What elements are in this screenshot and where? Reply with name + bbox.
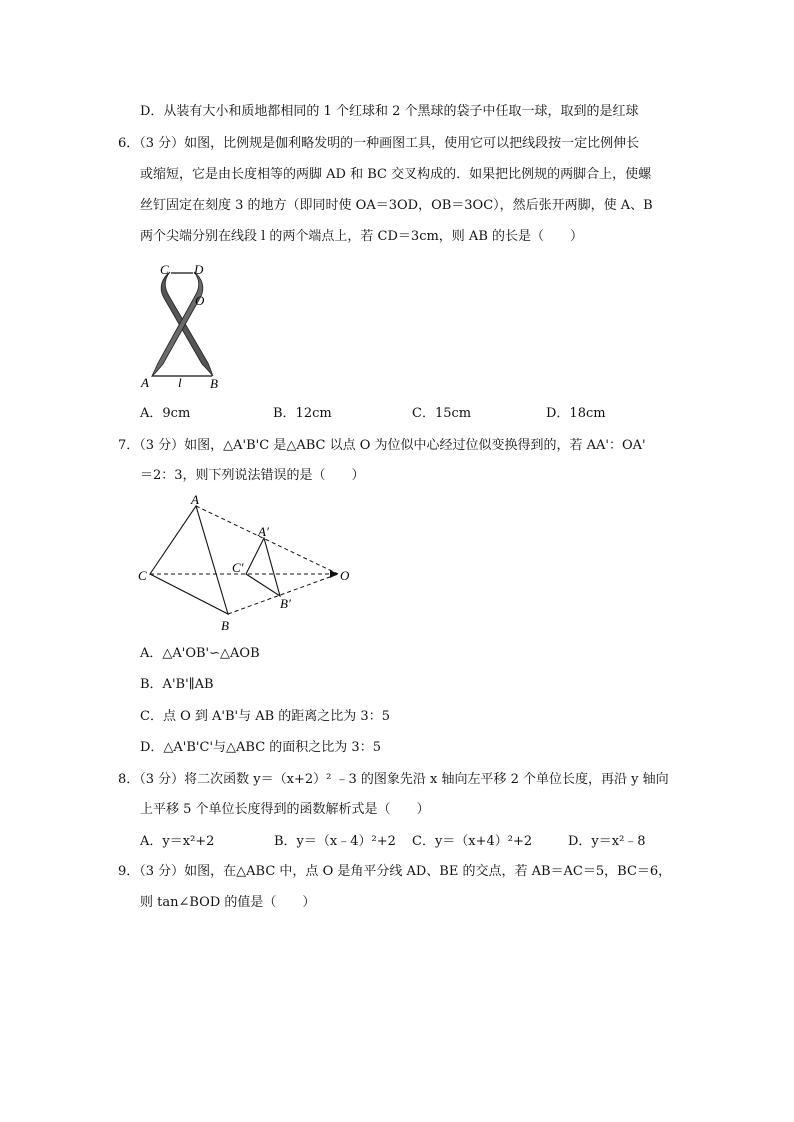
- q6-label-d: D: [194, 262, 204, 277]
- q6-label-c: C: [160, 262, 169, 277]
- q9-text-line-2: 则 tan∠BOD 的值是（ ）: [140, 895, 316, 910]
- q6-leg-bc: [152, 272, 203, 376]
- q7-triangle-abc: [150, 506, 228, 614]
- q7-label-c1: C′: [232, 560, 244, 575]
- q6-text-line-1: 6．（3 分）如图，比例规是伽利略发明的一种画图工具，使用它可以把线段按一定比例伸长: [118, 136, 640, 151]
- q7-option-d[interactable]: D．△A'B'C'与△ABC 的面积之比为 3：5: [140, 740, 381, 755]
- q6-label-o: O: [195, 293, 205, 308]
- q6-text-line-3: 丝钉固定在刻度 3 的地方（即同时使 OA＝3OD，OB＝3OC），然后张开两脚，使 A、B: [140, 198, 653, 213]
- q6-label-b: B: [210, 376, 218, 391]
- q7-text-line-2: ＝2：3，则下列说法错误的是（ ）: [140, 468, 365, 483]
- q7-figure-homothety: [134, 494, 364, 636]
- q7-label-b1: B′: [280, 596, 291, 611]
- q6-leg-ad: [161, 272, 213, 376]
- q7-arrow-head: [330, 570, 338, 578]
- q6-option-d[interactable]: D．18cm: [546, 406, 606, 421]
- q6-label-a: A: [141, 375, 149, 390]
- q8-text-line-2: 上平移 5 个单位长度得到的函数解析式是（ ）: [140, 802, 430, 817]
- q9-text-line-1: 9．（3 分）如图，在△ABC 中，点 O 是角平分线 AD、BE 的交点，若 AB＝AC＝5，BC＝6，: [118, 864, 672, 879]
- q7-option-c[interactable]: C．点 O 到 A'B'与 AB 的距离之比为 3：5: [140, 709, 390, 724]
- q7-triangle-a1b1c1: [246, 538, 280, 596]
- q8-text-line-1: 8．（3 分）将二次函数 y＝（x+2）² ﹣3 的图象先沿 x 轴向左平移 2 个单位长度，再沿 y 轴向: [118, 772, 669, 787]
- q5-option-d: D．从装有大小和质地都相同的 1 个红球和 2 个黑球的袋子中任取一球，取到的是红球: [140, 104, 639, 119]
- q7-label-b: B: [221, 618, 229, 633]
- q8-option-d[interactable]: D．y＝x²﹣8: [568, 834, 646, 849]
- q6-text-line-2: 或缩短，它是由长度相等的两脚 AD 和 BC 交叉构成的．如果把比例规的两脚合上，使螺: [140, 167, 652, 182]
- q8-option-a[interactable]: A．y＝x²+2: [140, 834, 215, 849]
- q6-option-a[interactable]: A．9cm: [140, 406, 191, 421]
- q7-dashed-a-o: [196, 506, 338, 574]
- q7-text-line-1: 7．（3 分）如图，△A'B'C 是△ABC 以点 O 为位似中心经过位似变换得到的，若 AA'：OA': [118, 438, 646, 453]
- q7-label-a1: A′: [258, 524, 269, 539]
- q7-option-a[interactable]: A．△A'OB'∽△AOB: [140, 646, 260, 661]
- q8-option-b[interactable]: B．y＝（x﹣4）²+2: [274, 834, 396, 849]
- q7-label-c: C: [138, 568, 147, 583]
- q6-label-l: l: [178, 375, 182, 390]
- q7-label-o: O: [340, 568, 350, 583]
- q7-option-b[interactable]: B．A'B'∥AB: [140, 677, 214, 692]
- q8-option-c[interactable]: C．y＝（x+4）²+2: [412, 834, 533, 849]
- q6-figure-proportional-divider: [138, 258, 238, 393]
- q6-option-c[interactable]: C．15cm: [412, 406, 472, 421]
- q7-label-a: A: [191, 494, 199, 507]
- q6-text-line-4: 两个尖端分别在线段 l 的两个端点上，若 CD＝3cm，则 AB 的长是（ ）: [140, 229, 584, 244]
- q6-option-b[interactable]: B．12cm: [273, 406, 332, 421]
